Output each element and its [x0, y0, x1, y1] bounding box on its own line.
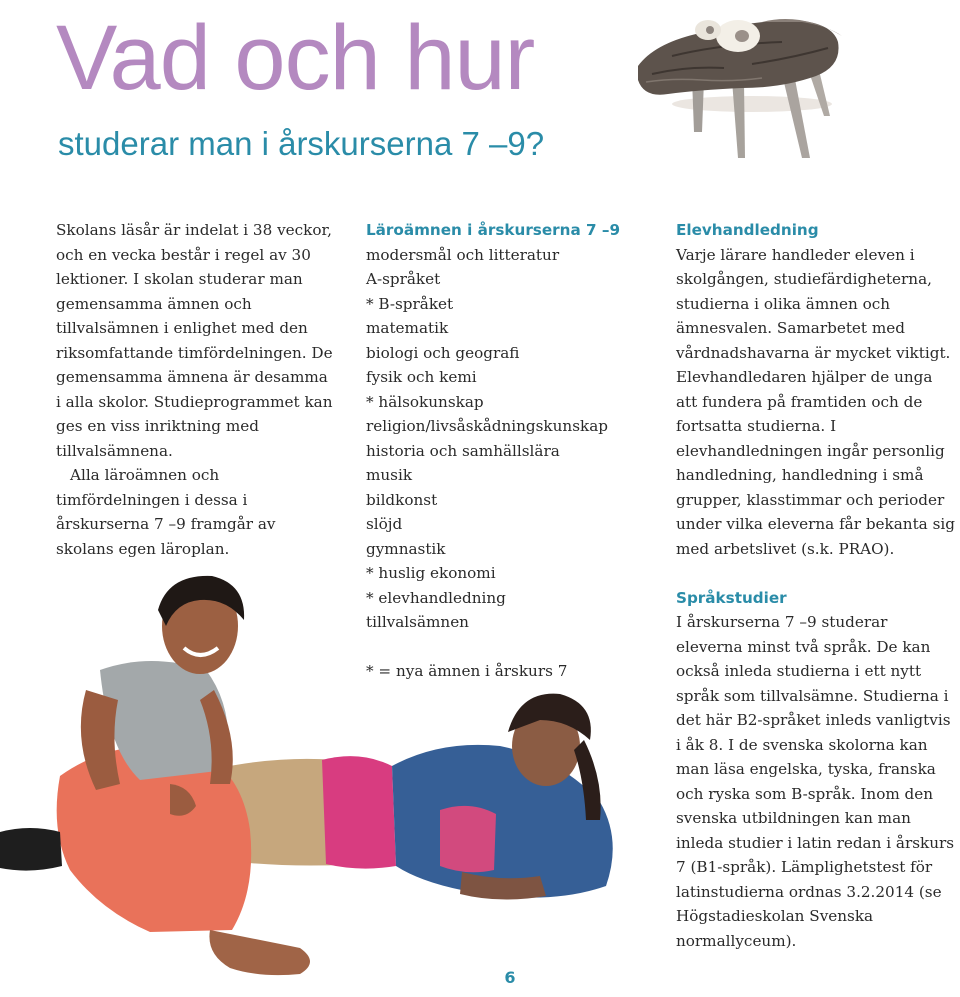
- subject-item: * elevhandledning: [366, 588, 506, 607]
- subject-item: matematik: [366, 319, 449, 337]
- subject-item: modersmål och litteratur: [366, 245, 560, 264]
- guidance-column: [676, 218, 956, 953]
- languages-text: I årskurserna 7 –9 studerar eleverna minst två språk. De kan också inleda studierna i ett nytt språk som tillvalsämne. Studierna i det här B2-språket inleds vanligtvis i åk 8. I de svenska skolorna kan man läsa engelska, tyska, franska och ryska som B-språk. Inom den svenska utbildningen kan man inleda studier i latin redan i årskurs 7 (B1-språk). Lämplighetstest för latinstudierna ordnas 3.2.2014 (se Högstadieskolan Svenska normallyceum).: [676, 613, 955, 950]
- subjects-heading: Läroämnen i årskurserna 7 –9: [366, 221, 621, 239]
- page-subtitle: studerar man i årskurserna 7 –9?: [58, 125, 545, 162]
- subject-item: slöjd: [366, 515, 403, 533]
- subject-item: religion/livsåskådningskunskap: [366, 417, 608, 435]
- intro-paragraph: Alla läroämnen och timfördelningen i dessa i årskurserna 7 –9 framgår av skolans egen läroplan.: [56, 466, 276, 558]
- subjects-footnote: * = nya ämnen i årskurs 7: [366, 662, 568, 680]
- students-photo: [0, 570, 650, 997]
- subject-item: fysik och kemi: [366, 368, 477, 386]
- subject-item: * hälsokunskap: [366, 392, 484, 411]
- intro-paragraph: Skolans läsår är indelat i 38 veckor, och en vecka består i regel av 30 lektioner. I skolan studerar man gemensamma ämnen och tillvalsämnen i enlighet med den riksomfattande timfördelningen. De gemensamma ämnena är desamma i alla skolor. Studieprogrammet kan ges en viss inriktning med tillvalsämnena.: [56, 221, 333, 460]
- page-title: Vad och hur: [56, 7, 535, 109]
- subject-item: gymnastik: [366, 539, 446, 558]
- guidance-text: Varje lärare handleder eleven i skolgången, studiefärdigheterna, studierna i olika ämnen och ämnesvalen. Samarbetet med vårdnadshavarna är mycket viktigt. Elevhandledaren hjälper de unga att fundera på framtiden och de fortsatta studierna. I elevhandledningen ingår personlig handledning, handledning i små grupper, klasstimmar och perioder under vilka eleverna får bekanta sig med arbetslivet (s.k. PRAO).: [676, 245, 955, 558]
- subject-item: musik: [366, 466, 413, 484]
- intro-column: [56, 218, 334, 561]
- subject-item: bildkonst: [366, 490, 438, 509]
- subject-item: historia och samhällslära: [366, 441, 560, 460]
- subject-item: A-språket: [366, 270, 441, 288]
- languages-heading: Språkstudier: [676, 588, 787, 607]
- clay-dog-figure: [632, 8, 852, 168]
- subject-item: * B-språket: [366, 294, 454, 313]
- subject-item: biologi och geografi: [366, 343, 520, 362]
- page-number: 6: [504, 968, 516, 987]
- subject-item: tillvalsämnen: [366, 613, 469, 631]
- subject-item: * huslig ekonomi: [366, 564, 496, 582]
- guidance-heading: Elevhandledning: [676, 221, 819, 239]
